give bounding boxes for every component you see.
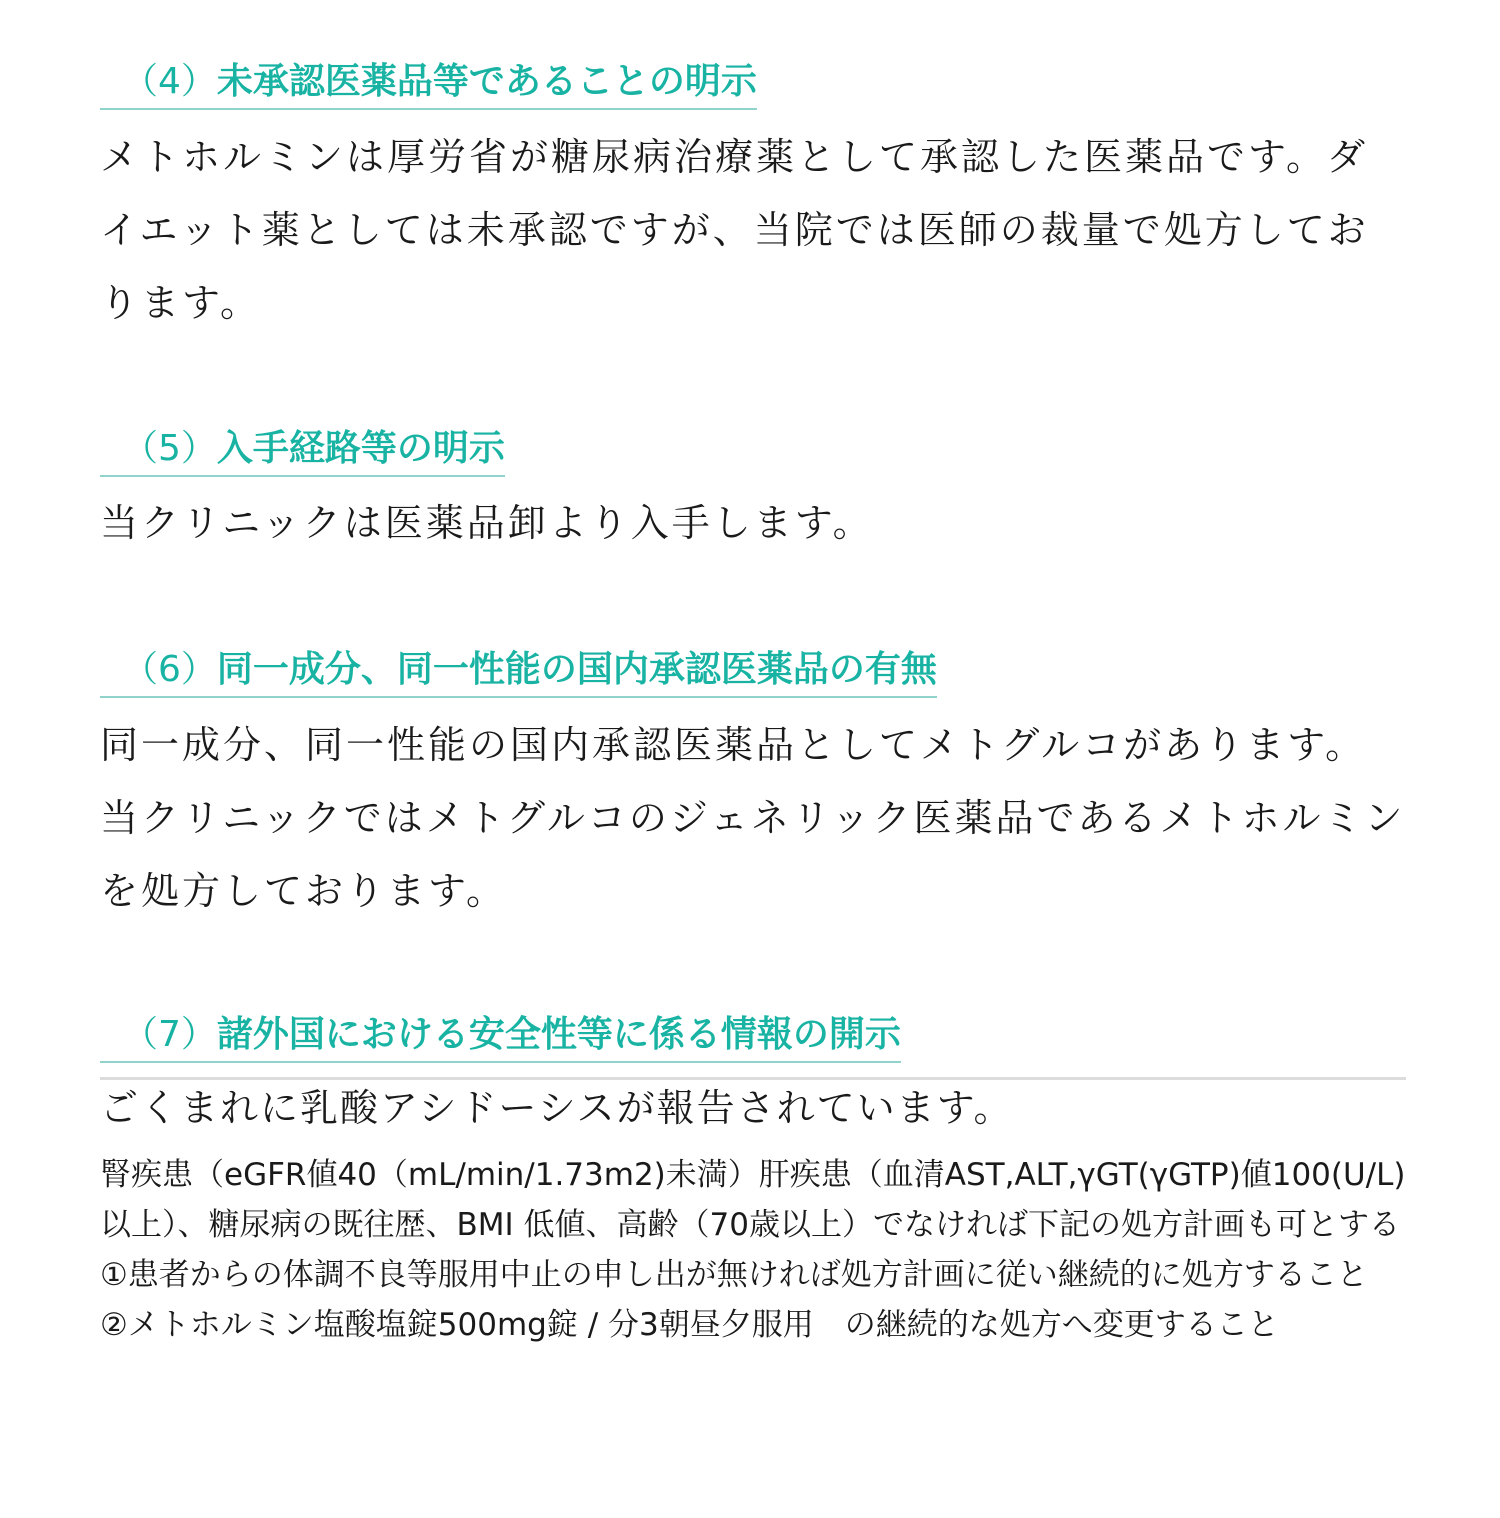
section-body-4: メトホルミンは厚労省が糖尿病治療薬として承認した医薬品です。ダイエット薬としては未承認ですが、当院では医師の裁量で処方しております。 xyxy=(100,135,1369,325)
section-title: 諸外国における安全性等に係る情報の開示 xyxy=(216,1014,901,1055)
section-title: 入手経路等の明示 xyxy=(216,428,505,469)
section-title: 同一成分、同一性能の国内承認医薬品の有無 xyxy=(216,649,937,690)
section-body-5: 当クリニックは医薬品卸より入手します。 xyxy=(100,501,874,545)
section-heading-7 xyxy=(100,1011,901,1063)
section-title: 未承認医薬品等であることの明示 xyxy=(216,61,757,102)
section-heading-6 xyxy=(100,646,937,698)
section-detail-7: 腎疾患（eGFR値40（mL/min/1.73m2)未満）肝疾患（血清AST,ALT,γGT(γGTP)値100(U/L)以上）、糖尿病の既往歴、BMI 低値、高齢（70歳以上）でなければ下記の処方計画も可とする ①患者からの体調不良等服用中止の申し出が無ければ処方計画に従い継続的に処方すること ②メトホルミン塩酸塩錠500mg錠 / 分3朝昼夕服用 の継続的な処方へ変更すること xyxy=(100,1157,1406,1343)
section-number: （5） xyxy=(122,428,217,469)
section-divider xyxy=(100,1077,1406,1080)
section-body-6: 同一成分、同一性能の国内承認医薬品としてメトグルコがあります。当クリニックではメトグルコのジェネリック医薬品であるメトホルミンを処方しております。 xyxy=(100,723,1406,913)
section-lead-7: ごくまれに乳酸アシドーシスが報告されています。 xyxy=(100,1086,1014,1130)
section-number: （7） xyxy=(122,1014,217,1055)
section-heading-5 xyxy=(100,425,505,477)
section-number: （6） xyxy=(122,649,217,690)
section-heading-4 xyxy=(100,58,757,110)
section-number: （4） xyxy=(122,61,217,102)
